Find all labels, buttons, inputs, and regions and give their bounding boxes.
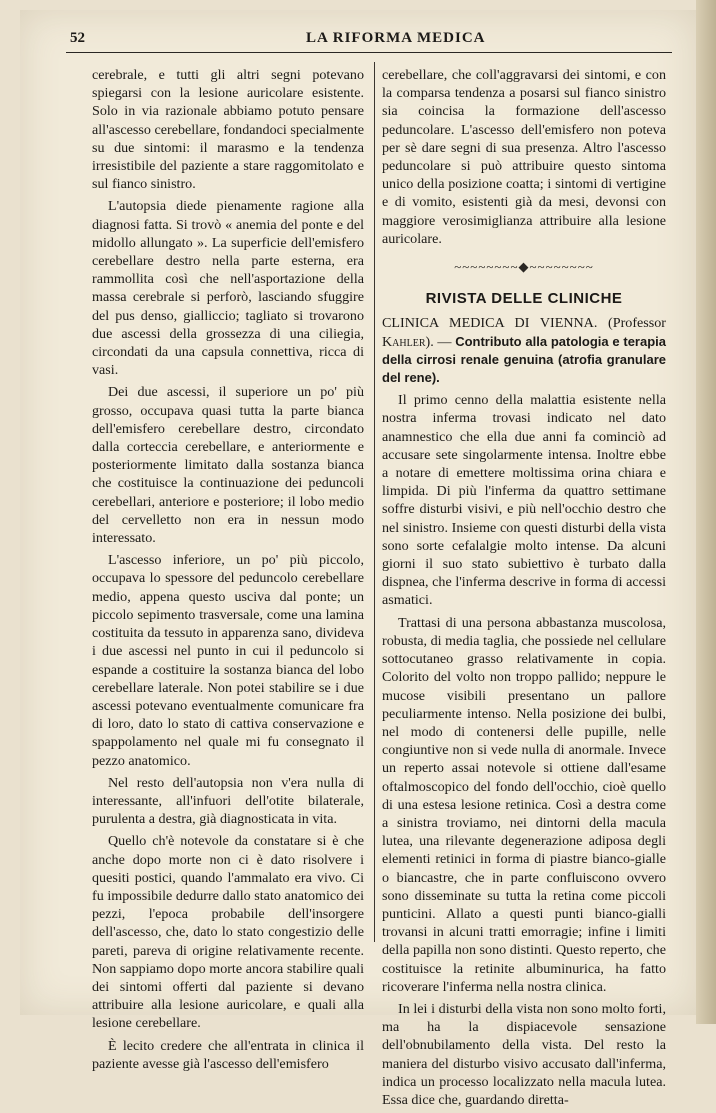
paragraph: Nel resto dell'autopsia non v'era nulla di interessante, all'infuori dell'otite bilaterale, purulenta a destra, già diagnosticata in vita. — [92, 774, 364, 828]
running-title: LA RIFORMA MEDICA — [306, 30, 486, 46]
left-column — [92, 66, 364, 1077]
clinic-name: CLINICA MEDICA DI VIENNA. (Professor — [382, 315, 666, 332]
page-number: 52 — [70, 30, 85, 46]
paragraph: L'autopsia diede pienamente ragione alla diagnosi fatta. Si trovò « anemia del ponte e del midollo allungato ». La superficie dell'emisfero cerebellare destro nella parte esterna, era rammollita così che nell'asportazione della massa cerebrale si perforò, lasciando sfuggire del pus denso, gialliccio; tagliato si trovarono due ascessi della grossezza di una ciliegia, circondati da una capsula connettiva, ricca di vasi. — [92, 198, 364, 379]
page-header — [66, 28, 672, 53]
paragraph: Trattasi di una persona abbastanza muscolosa, robusta, di media taglia, che possiede nel cellulare sottocutaneo grasso relativamente in copia. Colorito del volto non troppo pallido; neppure le mucose visibili presentano un pallore peculiarmente intenso. Nella posizione dei bulbi, nel modo di contenersi delle pupille, nelle congiuntive non si vede nulla di anormale. Invece un reperto assai notevole si ottiene dall'esame oftalmoscopico del fondo dell'occhio, cioè quello di una estesa lesione retinica. Così a destra come a sinistra troviamo, nei dintorni della macula lutea, una rilevante degenerazione adiposa degli elementi retinici in forma di piastre bianco-gialle o biancastre, che in parte confluiscono ovvero sono disseminate su tutta la retina come piccoli punticini. Allato a questi punti bianco-gialli trovansi in alcuni tratti emorragie; infine i limiti della papilla non sono distinti. Questo reperto, che costituisce la retinite albuminurica, ha fatto ricoverare l'inferma nella nostra clinica. — [382, 614, 666, 995]
paragraph: cerebellare, che coll'aggravarsi dei sintomi, e con la comparsa tendenza a posarsi sul fianco sinistro sia coincisa la formazione dell'ascesso peduncolare. L'ascesso dell'emisfero non poteva per sè dare segni di sua presenza. Altro l'ascesso peduncolare si può attribuire questo sintoma unico della posizione coatta; i sintomi di vertigine e di vomito, esistenti già da mesi, devonsi con maggiore verosimiglianza attribuire alla lesione auricolare. — [382, 67, 666, 247]
paragraph: In lei i disturbi della vista non sono molto forti, ma ha la dispiacevole sensazione dell'obnubilamento della vista. Del resto la maniera del disturbo visivo accusato dall'inferma, indica un processo localizzato nella macula lutea. Essa dice che, guardando diretta- — [382, 1000, 666, 1108]
paragraph: L'ascesso inferiore, un po' più piccolo, occupava lo spessore del peduncolo cerebellare medio, appena questo usciva dal ponte; un piccolo sepimento trasversale, come una lamina costituita da tessuto in apparenza sano, divideva i due ascessi nel punto in cui il peduncolo si espande a costituire la sostanza bianca del lobo cerebellare laterale. Non potei stabilire se i due ascessi potevano eventualmente comunicare fra di loro, dato lo stato di cattiva conservazione e spappolamento nel quale mi fu consegnato il pezzo anatomico. — [92, 552, 364, 769]
book-spine — [696, 0, 716, 1024]
article-title: Contributo alla patologia e terapia della cirrosi renale genuina (atrofia granulare del rene). — [382, 333, 666, 386]
right-column — [382, 66, 666, 1113]
clinic-dash: ). — — [425, 333, 456, 350]
column-divider — [374, 62, 375, 942]
section-title: RIVISTA DELLE CLINICHE — [425, 290, 623, 308]
paragraph: cerebrale, e tutti gli altri segni potevano spiegarsi con la lesione auricolare esistente. Solo in via razionale abbiamo potuto pensare all'ascesso cerebellare, fondandoci specialmente su due sintomi: il marasmo e la tendenza irresistibile del paziente a stare raggomitolato e sul fianco sinistro. — [92, 67, 364, 193]
article-heading — [382, 314, 666, 387]
professor-name: Kahler — [382, 333, 426, 350]
paragraph: Quello ch'è notevole da constatare si è che anche dopo morte non ci è dato risolvere i quesiti postici, quando l'ammalato era vivo. Ci fu impossibile dedurre dallo stato anatomico dei pezzi, l'epoca probabile dell'insorgere dell'ascesso, che, dato lo stato congestizio delle pareti, pareva di origine relativamente recente. Non sappiamo dopo morte ancora stabilire quali dei sintomi offerti dal paziente si devano attribuire alla lesione auricolare, e quali alla lesione cerebellare. — [92, 833, 364, 1032]
section-ornament: ~~~~~~~~◆~~~~~~~~ — [454, 259, 594, 275]
paragraph: È lecito credere che all'entrata in clinica il paziente avesse già l'ascesso dell'emisfero — [92, 1037, 364, 1072]
paragraph: Dei due ascessi, il superiore un po' più grosso, occupava quasi tutta la parte bianca dell'emisfero cerebellare destro, circondato dalla corteccia cerebellare, e anteriormente e posteriormente limitato dalla sostanza bianca che costituisce la continuazione dei peduncoli cerebellari, anteriore e posteriore; il lobo medio del cervelletto non era in nessun modo interessato. — [92, 384, 364, 547]
paragraph: Il primo cenno della malattia esistente nella nostra inferma trovasi indicato nel dato anamnestico che ella due anni fa cominciò ad accusare sete singolarmente intensa. Inoltre ebbe a notare di emettere moltissima orina chiara e limpida. Di più l'inferma da quattro settimane soffre disturbi visivi, e più nell'occhio destro che nel sinistro. Insieme con questi disturbi della vista sono sorte cefalalgie molto intense. Da alcuni giorni il suo stato subiettivo è turbato dalla dispnea, che l'inferma descrive in forma di accessi asmatici. — [382, 392, 666, 609]
